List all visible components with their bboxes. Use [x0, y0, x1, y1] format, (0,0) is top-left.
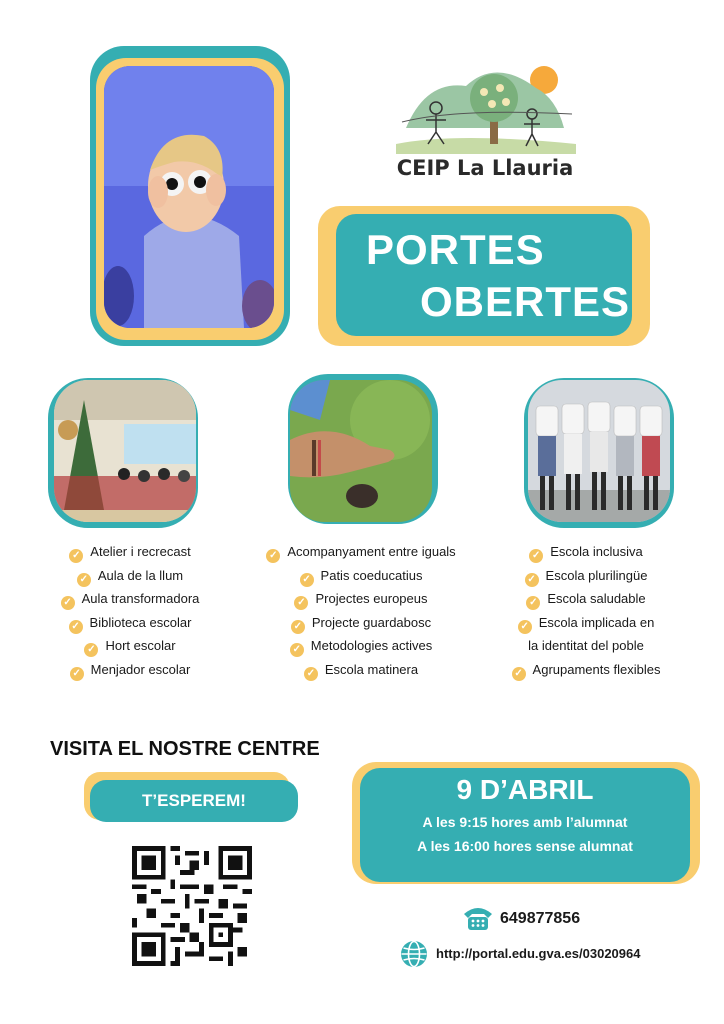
- check-icon: ✓: [69, 620, 83, 634]
- check-icon: ✓: [61, 596, 75, 610]
- visit-heading: VISITA EL NOSTRE CENTRE: [50, 738, 320, 760]
- check-icon: ✓: [290, 643, 304, 657]
- title-line-1: PORTES: [366, 226, 545, 273]
- list-item: ✓ Patis coeducatius: [246, 564, 476, 588]
- list-item: ✓ Menjador escolar: [30, 658, 230, 682]
- list-item: ✓ Acompanyament entre iguals: [246, 540, 476, 564]
- list-item: ✓ Atelier i recrecast: [30, 540, 230, 564]
- phone-icon: [462, 904, 494, 932]
- check-icon: ✓: [69, 549, 83, 563]
- check-icon: ✓: [526, 596, 540, 610]
- feature-list-2: [246, 540, 476, 682]
- check-icon: ✓: [300, 573, 314, 587]
- esperem-button[interactable]: T’ESPEREM!: [90, 780, 298, 822]
- check-icon: ✓: [294, 596, 308, 610]
- check-icon: ✓: [512, 667, 526, 681]
- event-date: 9 D’ABRIL: [456, 774, 594, 805]
- phone-number[interactable]: 649877856: [500, 910, 581, 927]
- list-item: ✓ Biblioteca escolar: [30, 611, 230, 635]
- hero-photo: [104, 66, 274, 328]
- list-item: ✓ Escola implicada en: [486, 611, 686, 635]
- check-icon: ✓: [291, 620, 305, 634]
- event-time-2: A les 16:00 hores sense alumnat: [417, 838, 633, 854]
- list-item: ✓ Escola matinera: [246, 658, 476, 682]
- check-icon: ✓: [518, 620, 532, 634]
- list-item: ✓ Aula transformadora: [30, 587, 230, 611]
- list-item: la identitat del poble: [528, 638, 644, 654]
- feature-list-1: [30, 540, 230, 682]
- photo-masks: [528, 380, 670, 522]
- school-name: CEIP La Llauria: [396, 156, 574, 180]
- list-item: ✓ Agrupaments flexibles: [486, 658, 686, 682]
- check-icon: ✓: [529, 549, 543, 563]
- list-item: ✓ Projectes europeus: [246, 587, 476, 611]
- check-icon: ✓: [84, 643, 98, 657]
- list-item: ✓ Hort escolar: [30, 634, 230, 658]
- photo-hand: [290, 380, 432, 522]
- check-icon: ✓: [266, 549, 280, 563]
- feature-list-3: [486, 540, 686, 682]
- photo-classroom: [54, 380, 196, 522]
- list-item: ✓ Escola saludable: [486, 587, 686, 611]
- check-icon: ✓: [70, 667, 84, 681]
- list-item: ✓ Escola inclusiva: [486, 540, 686, 564]
- list-item: ✓ Projecte guardabosc: [246, 611, 476, 635]
- globe-icon: [400, 940, 428, 968]
- title-line-2: OBERTES: [420, 278, 631, 325]
- school-logo: [396, 58, 576, 154]
- check-icon: ✓: [304, 667, 318, 681]
- qr-code[interactable]: [132, 846, 252, 966]
- website-link[interactable]: http://portal.edu.gva.es/03020964: [436, 946, 641, 961]
- list-item: ✓ Aula de la llum: [30, 564, 230, 588]
- event-time-1: A les 9:15 hores amb l’alumnat: [422, 814, 628, 830]
- list-item: ✓ Metodologies actives: [246, 634, 476, 658]
- check-icon: ✓: [77, 573, 91, 587]
- date-panel: [360, 768, 690, 882]
- check-icon: ✓: [525, 573, 539, 587]
- list-item: ✓ Escola plurilingüe: [486, 564, 686, 588]
